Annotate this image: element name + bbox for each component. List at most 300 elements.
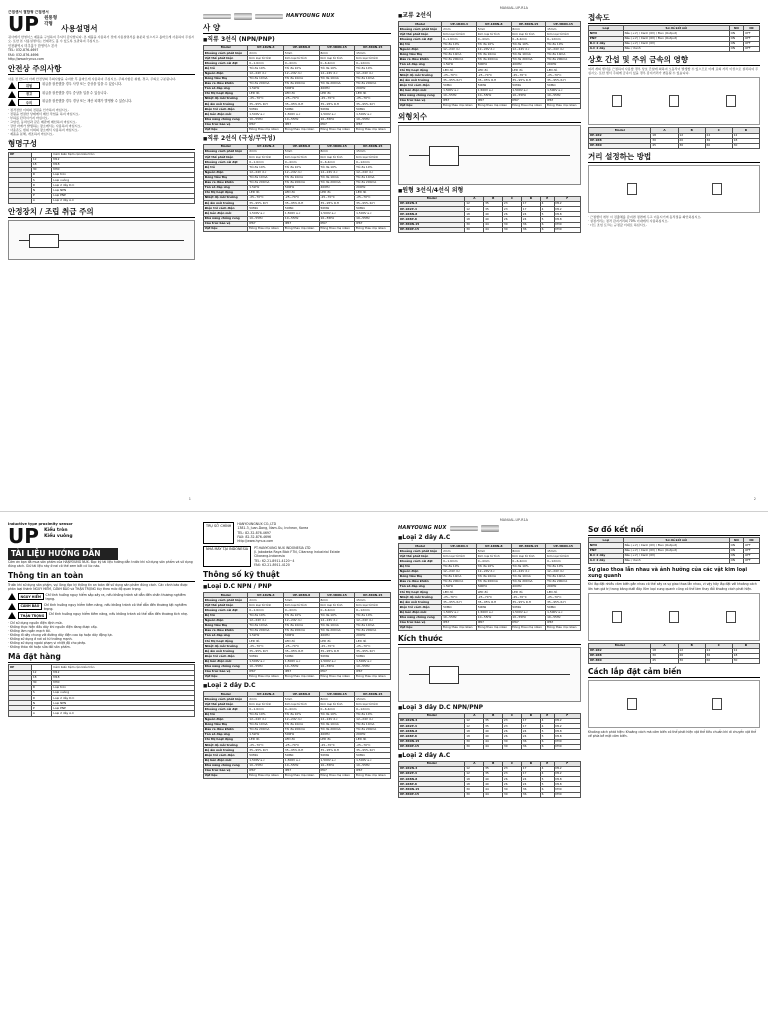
table-cell: LED đỏ xyxy=(511,590,546,595)
ko-conn-table xyxy=(588,25,760,52)
table-cell: 12~24V d.c xyxy=(511,47,546,52)
vi-caution-text: Chỉ tình huống nguy hiểm tiềm năng, nếu không tránh có thể dẫn đến thương tích nhẹ. xyxy=(48,612,188,617)
table-cell: Khoảng cách cài đặt xyxy=(399,37,442,42)
table-cell: 40 xyxy=(484,734,503,739)
table-cell: Đồng thau mạ niken xyxy=(355,127,391,132)
table-cell: Nhiệt độ môi trường xyxy=(399,73,442,78)
table-cell: Cấu trúc bảo vệ xyxy=(399,620,442,625)
table-cell: 40 xyxy=(484,729,503,734)
table-cell: 12~24V d.c xyxy=(284,71,320,76)
table-cell: LED đỏ xyxy=(248,190,284,195)
table-cell: UP-1R8N-8 xyxy=(399,729,465,734)
table-cell: S xyxy=(32,691,52,696)
table-cell: 0~12mm xyxy=(355,608,391,613)
table-cell: Độ bền điện môi xyxy=(204,659,248,664)
table-cell: Đồng thau mạ niken xyxy=(442,103,477,108)
table-cell: 35~95% R.H xyxy=(284,748,320,753)
table-cell: 6 xyxy=(540,744,554,749)
table-cell: Dòng tiêu thụ xyxy=(399,52,442,57)
table-cell: Đồng thau mạ niken xyxy=(319,674,355,679)
vi-column-1 xyxy=(8,522,195,1017)
table-cell: -25~70°C xyxy=(319,644,355,649)
table-header-cell: D xyxy=(521,761,540,766)
table-cell: Độ bền điện môi xyxy=(204,211,248,216)
table-cell: Tối đa 10% xyxy=(248,613,284,618)
ko-mount-figure xyxy=(588,165,760,213)
table-cell: 15mm xyxy=(546,27,581,32)
table-cell: 0~6.4mm xyxy=(319,707,355,712)
table-cell: 40 xyxy=(484,782,503,787)
table-cell: IP67 xyxy=(546,620,581,625)
table-cell: Loại 2 dây D.C xyxy=(52,183,195,188)
table-cell: Đồng thau mạ niken xyxy=(511,625,546,630)
table-cell: Khoảng cách cài đặt xyxy=(399,559,442,564)
table-cell: Kim loại từ tính xyxy=(284,603,320,608)
table-cell: 5mm xyxy=(476,549,511,554)
ko-warning-label: 경고 xyxy=(18,91,40,98)
table-cell: 50MΩ xyxy=(248,206,284,211)
ko-spec-heading: 사 양 xyxy=(203,23,391,34)
table-header-cell: Model xyxy=(399,544,442,549)
table-cell: 0~1.6mm xyxy=(442,559,477,564)
table-header-cell: Model xyxy=(399,713,465,718)
table-header-cell: E xyxy=(540,761,554,766)
table-cell: 10~55Hz xyxy=(319,216,355,221)
table-cell: 4 xyxy=(540,724,554,729)
table-cell: Chỉ thị hoạt động xyxy=(399,590,442,595)
table-cell: 40 xyxy=(484,212,503,217)
table-cell: Tối đa 10% xyxy=(248,165,284,170)
ko-page-left: 1 xyxy=(188,496,191,501)
table-cell: PNP xyxy=(589,548,624,553)
ko-column-2 xyxy=(203,10,391,505)
table-cell: Đồng thau mạ niken xyxy=(476,103,511,108)
table-cell: Độ trễ xyxy=(204,712,248,717)
sensor-shape xyxy=(612,611,622,623)
table-row xyxy=(204,127,391,132)
table-cell: UP-1R2P-4 xyxy=(399,772,465,777)
table-cell: Cảm biến tiệm cận kiểu tròn xyxy=(52,152,195,157)
caution-icon xyxy=(8,99,16,106)
table-cell: Tối đa 200mA xyxy=(476,57,511,62)
vi-address: HANYOUNGNUX CO.,LTD 1381-3, Juan-Dong, Nam-Gu, Incheon, Korea TEL: 82-32-876-4697 FAX: 82-32-876-4696 http://www.hynux.com xyxy=(237,522,309,544)
sensor-image xyxy=(234,13,252,20)
table-row xyxy=(399,103,581,108)
table-cell: 36 xyxy=(521,787,540,792)
table-cell: Tối đa 200mA xyxy=(442,579,477,584)
table-cell: Độ trễ xyxy=(399,564,442,569)
table-cell: Khoảng cách cài đặt xyxy=(204,160,248,165)
table-cell: Dòng tiêu thụ xyxy=(204,76,248,81)
table-cell: 12 xyxy=(465,772,484,777)
table-cell: Tối đa 10% xyxy=(355,66,391,71)
table-cell: 10~55Hz xyxy=(319,117,355,122)
table-cell: M12 xyxy=(554,719,580,724)
vietnamese-manual-sheet xyxy=(0,512,768,1024)
table-cell: 10~55Hz xyxy=(355,216,391,221)
table-cell: Tối đa 200mA xyxy=(546,579,581,584)
table-cell: 0~6.4mm xyxy=(319,608,355,613)
table-cell: Tối đa 200mA xyxy=(248,180,284,185)
table-cell: Đồng thau mạ niken xyxy=(248,127,284,132)
danger-icon xyxy=(8,593,16,600)
ko-column-1 xyxy=(8,10,195,505)
vi-title: TÀI LIỆU HƯỚNG DẪN xyxy=(8,548,118,559)
table-cell: 40 xyxy=(484,777,503,782)
vi-warning-text: Chỉ tình huống nguy hiểm tiềm năng, nếu không tránh có thể dẫn đến thương tật nghiêm trọng. xyxy=(43,602,187,611)
table-cell: 1.5kHz xyxy=(442,63,477,68)
table-cell: UP-3R0 xyxy=(589,143,651,148)
table-cell: 35~95% R.H xyxy=(355,201,391,206)
table-cell: -25~70°C xyxy=(319,196,355,201)
table-cell: Điện trở cách điện xyxy=(204,107,248,112)
sensor-image xyxy=(255,14,283,19)
table-cell: 50MΩ xyxy=(476,83,511,88)
table-cell: Tối đa 10% xyxy=(355,712,391,717)
table-cell: Độ bền điện môi xyxy=(204,758,248,763)
ko-top-line: 근접센서 결합형 근접센서 xyxy=(8,10,49,14)
ko-spec-sub2: ■ 직류 2선식 (극성/무극성) xyxy=(203,135,391,143)
table-cell: 17 xyxy=(521,772,540,777)
table-cell: 12~24V d.c xyxy=(248,71,284,76)
vi-spec-sub2: ■ Loại D.C NPN / PNP xyxy=(203,583,391,591)
table-cell: OFF xyxy=(744,543,760,548)
table-cell: 17 xyxy=(521,207,540,212)
ko-title: 사용설명서 xyxy=(61,24,98,34)
table-header-cell: C xyxy=(503,761,522,766)
ko-intro: 귀사에서 한영넉스 제품을 구입하여 주셔서 감사합니다. 본 제품을 사용하기 전에 사용설명서를 충분히 읽으시고 올바르게 사용하여 주십시오. 또한 본 사용설명서는 언제라도 볼 수 있도록 보관하여 주십시오. xyxy=(8,34,195,43)
table-header-cell: B xyxy=(484,761,503,766)
table-cell: 0~1.6mm xyxy=(248,707,284,712)
table-cell: 18 xyxy=(732,653,759,658)
table-cell: Tối đa 10mA xyxy=(546,52,581,57)
table-cell: Vật thể phát hiện xyxy=(204,56,248,61)
vi-dim-table-2 xyxy=(398,761,581,798)
table-cell: 5 xyxy=(540,217,554,222)
vi-column-3 xyxy=(398,522,581,1017)
table-cell: 400Hz xyxy=(319,732,355,737)
table-cell: Tối đa 10% xyxy=(284,613,320,618)
table-header-cell: UP-1R2N-4 xyxy=(248,692,284,697)
table-cell: 200Hz xyxy=(355,185,391,190)
table-cell: Kim loại từ tính xyxy=(284,56,320,61)
table-cell: Tối đa 10mA xyxy=(319,623,355,628)
table-cell: Tối đa 10% xyxy=(319,613,355,618)
table-cell: Nâu (+V) / Xanh (0V) / Đen (Output) xyxy=(623,36,729,41)
table-cell: 44 xyxy=(484,744,503,749)
table-cell: IP67 xyxy=(284,768,320,773)
table-cell: Đồng thau mạ niken xyxy=(476,625,511,630)
table-cell xyxy=(9,711,32,716)
table-cell: -25~70°C xyxy=(355,97,391,102)
table-cell: 26 xyxy=(503,217,522,222)
table-cell: Nhiệt độ môi trường xyxy=(204,743,248,748)
table-cell: 6 xyxy=(540,739,554,744)
table-cell: Tối đa 10% xyxy=(284,66,320,71)
sensor-body-shape xyxy=(429,666,459,684)
ko-model: UP xyxy=(8,12,39,37)
table-cell: Nguồn điện xyxy=(204,71,248,76)
table-cell: LED đỏ xyxy=(284,738,320,743)
table-cell: 10~55Hz xyxy=(511,93,546,98)
table-row xyxy=(399,625,581,630)
table-cell: -25~70°C xyxy=(284,196,320,201)
table-cell: 0~1.6mm xyxy=(442,37,477,42)
table-cell: M30 xyxy=(554,792,580,797)
table-cell: 26 xyxy=(503,777,522,782)
table-cell: IP67 xyxy=(319,221,355,226)
table-cell: 12~24V d.c xyxy=(319,71,355,76)
table-cell: 0~12mm xyxy=(546,37,581,42)
table-cell: OFF xyxy=(744,46,760,51)
table-header-cell: UP-3R0N-15 xyxy=(355,593,391,598)
table-row xyxy=(204,226,391,231)
table-cell: Đồng thau mạ niken xyxy=(546,103,581,108)
table-cell: 35 xyxy=(484,766,503,771)
table-cell: -25~70°C xyxy=(248,97,284,102)
ko-warning-row xyxy=(8,91,195,98)
table-cell: 0~1.6mm xyxy=(248,160,284,165)
table-cell: 1,500V a.c xyxy=(511,88,546,93)
table-cell: 50MΩ xyxy=(442,605,477,610)
sensor-image xyxy=(481,525,499,532)
table-cell: Khả năng chống rung xyxy=(399,93,442,98)
table-cell: 10~55Hz xyxy=(476,93,511,98)
table-cell: 30 xyxy=(465,227,484,232)
table-cell: 12 xyxy=(465,202,484,207)
table-cell: Tối đa 200mA xyxy=(284,628,320,633)
table-cell: 35 xyxy=(484,202,503,207)
vi-dimension-drawing xyxy=(398,647,581,702)
table-cell: 10~55Hz xyxy=(355,763,391,768)
table-cell: OFF xyxy=(744,36,760,41)
table-cell: 35~95% R.H xyxy=(284,201,320,206)
table-cell: 1,500V a.c xyxy=(355,659,391,664)
table-cell: Cấu trúc bảo vệ xyxy=(204,122,248,127)
table-cell: IP67 xyxy=(442,98,477,103)
ko-address: 인천광역시 미추홀구 한영넉스 본사 TEL: 032-876-4697 FAX: 032-876-4696 http://www.hynux.com xyxy=(8,44,58,61)
table-cell: UP-1R8 xyxy=(589,138,651,143)
table-cell: M18 xyxy=(554,734,580,739)
table-cell: UP-1R2N-4 xyxy=(399,719,465,724)
table-cell: Tối đa 200mA xyxy=(284,727,320,732)
table-cell: M30 xyxy=(554,227,580,232)
table-cell: 44 xyxy=(484,787,503,792)
table-cell: IP67 xyxy=(319,768,355,773)
table-cell: N xyxy=(32,188,52,193)
table-cell: Tối đa 200mA xyxy=(511,57,546,62)
table-cell: 400Hz xyxy=(319,634,355,639)
table-cell: LED đỏ xyxy=(319,639,355,644)
table-header-cell: UP-3R0N-15 xyxy=(319,144,355,149)
table-cell: 4 xyxy=(540,766,554,771)
table-header-cell: D xyxy=(732,128,759,133)
table-cell: Nguồn điện xyxy=(399,569,442,574)
table-cell: 50MΩ xyxy=(284,107,320,112)
table-cell: 35~95% R.H xyxy=(476,78,511,83)
table-cell: LED đỏ xyxy=(284,91,320,96)
table-cell: 10~55Hz xyxy=(546,93,581,98)
table-cell: UP-1R8P-8 xyxy=(399,782,465,787)
table-cell: LED đỏ xyxy=(546,590,581,595)
table-cell: 0~12mm xyxy=(355,61,391,66)
ko-dim-sub: ■ 원형 3선식/4선식 외형 xyxy=(398,187,581,195)
table-cell: -25~70°C xyxy=(442,595,477,600)
table-cell: LED đỏ xyxy=(319,91,355,96)
table-cell: IP67 xyxy=(284,669,320,674)
table-cell: IP67 xyxy=(248,122,284,127)
sensor-body-shape xyxy=(429,146,459,166)
table-cell: 10~55Hz xyxy=(248,664,284,669)
table-cell: 23 xyxy=(503,719,522,724)
table-cell: 18 xyxy=(32,675,52,680)
table-cell: Điện trở cách điện xyxy=(399,605,442,610)
table-cell: Khoảng cách phát hiện xyxy=(204,598,248,603)
ko-spec-sub1: ■ 직류 3선식 (NPN/PNP) xyxy=(203,36,391,44)
table-cell: 35~95% R.H xyxy=(442,78,477,83)
table-cell: -25~70°C xyxy=(476,595,511,600)
vi-model: UP xyxy=(8,524,39,549)
table-cell: PNP xyxy=(589,36,624,41)
table-cell: UP-3R0N-15 xyxy=(399,222,465,227)
table-cell: Tối đa 200mA xyxy=(319,180,355,185)
table-cell: 1,500V a.c xyxy=(284,112,320,117)
vi-spec-table-1 xyxy=(203,592,391,680)
table-row xyxy=(589,658,760,663)
table-cell: 50MΩ xyxy=(546,83,581,88)
sensor-image xyxy=(450,526,478,531)
table-cell: Tối đa 200mA xyxy=(442,57,477,62)
table-cell: ON xyxy=(729,548,743,553)
table-cell: LED đỏ xyxy=(355,190,391,195)
table-header-cell: A xyxy=(651,643,678,648)
ko-danger-label: 위험 xyxy=(18,82,40,89)
table-cell: IP67 xyxy=(476,620,511,625)
table-cell: 1,500V a.c xyxy=(248,758,284,763)
ko-page-right: 2 xyxy=(753,496,756,501)
table-cell: 1,500V a.c xyxy=(248,112,284,117)
ko-install-heading: 안정장치 / 조립 취급 주의 xyxy=(8,207,195,218)
table-cell: Đồng thau mạ niken xyxy=(248,674,284,679)
vi-product-images xyxy=(398,525,581,532)
table-cell: ON xyxy=(729,543,743,548)
table-cell: Kim loại từ tính xyxy=(319,702,355,707)
table-cell: Kim loại từ tính xyxy=(355,603,391,608)
table-cell: 17 xyxy=(521,724,540,729)
table-cell: 17 xyxy=(521,719,540,724)
table-cell: 200Hz xyxy=(546,63,581,68)
table-cell: Tần số đáp ứng xyxy=(204,634,248,639)
vi-column-2 xyxy=(203,522,391,1017)
table-cell: 200Hz xyxy=(355,732,391,737)
table-cell: LED đỏ xyxy=(476,68,511,73)
table-cell: Kim loại từ tính xyxy=(319,155,355,160)
table-cell: 18 xyxy=(465,734,484,739)
table-header-cell: UP-1R2N-4 xyxy=(248,144,284,149)
table-cell: ON xyxy=(729,558,743,563)
ko-column-3 xyxy=(398,10,581,505)
table-cell: IP67 xyxy=(546,98,581,103)
ko-caution-list: · 정격전압 이외의 전원을 인가하지 마십시오. · 전원을 연결한 상태에서 배선 작업을 하지 마십시오. · 부하를 단락시키지 마십시오. · 고압선, 동력선과 같은 배관에 배선하지 마십시오. · 강한 자계가 발생하는 장소에서는 사용하지 마십시오. · 사용온도 범위 이외의 장소에서 사용하지 마십시오. · 제품을 분해, 개조하지 마십시오. xyxy=(8,107,82,137)
vi-intro: Cảm ơn bạn đã mua sản phẩm của HANYOUNG NUX. Đọc kỹ tài liệu hướng dẫn trước khi sử dụng sản phẩm và sử dụng đúng cách. Giữ tài liệu này ở nơi có thể xem bất cứ lúc nào. xyxy=(8,559,193,568)
table-cell: 30 xyxy=(503,792,522,797)
table-cell: Tối đa 200mA xyxy=(319,81,355,86)
table-cell: 30 xyxy=(503,744,522,749)
table-header-cell: Loại xyxy=(589,26,624,31)
danger-icon xyxy=(8,82,16,89)
table-cell: Khoảng cách phát hiện xyxy=(204,150,248,155)
table-cell: IP67 xyxy=(442,620,477,625)
table-cell: Độ bền điện môi xyxy=(204,112,248,117)
table-header-cell: C xyxy=(503,196,522,201)
table-cell: 35~95% R.H xyxy=(319,748,355,753)
table-cell: 12~24V d.c xyxy=(476,569,511,574)
table-cell: Đồng thau mạ niken xyxy=(248,226,284,231)
table-cell: OFF xyxy=(744,553,760,558)
table-cell: 0~6.4mm xyxy=(319,160,355,165)
table-cell: 12~24V d.c xyxy=(284,717,320,722)
table-cell: 5 xyxy=(540,782,554,787)
table-cell: Khoảng cách cài đặt xyxy=(204,61,248,66)
table-cell: Nâu (+V) / Xanh (0V) xyxy=(623,41,729,46)
table-cell: 12 xyxy=(32,670,52,675)
vi-type-square: Kiểu vuông xyxy=(44,533,73,539)
table-cell: Nâu / Xanh xyxy=(623,558,729,563)
table-cell: 5mm xyxy=(284,51,320,56)
table-cell: 18 xyxy=(465,729,484,734)
table-cell: Tối đa 10mA xyxy=(546,574,581,579)
table-cell: Đầu ra điều khiển xyxy=(204,727,248,732)
table-cell: Đầu ra điều khiển xyxy=(204,180,248,185)
table-cell: Điện trở cách điện xyxy=(399,83,442,88)
table-cell: 400Hz xyxy=(511,63,546,68)
table-cell: 12~24V d.c xyxy=(546,569,581,574)
table-cell: 35~95% R.H xyxy=(284,102,320,107)
table-cell: Tối đa 10mA xyxy=(319,175,355,180)
table-cell: IP67 xyxy=(355,669,391,674)
table-cell: 500Hz xyxy=(284,634,320,639)
table-cell: 36 xyxy=(521,792,540,797)
table-cell: Độ trễ xyxy=(204,66,248,71)
table-cell: LED đỏ xyxy=(355,639,391,644)
vi-caution-label: THẬN TRỌNG xyxy=(18,612,47,619)
table-cell: IP67 xyxy=(355,768,391,773)
vi-address-block xyxy=(203,522,391,544)
table-cell: 10~55Hz xyxy=(248,763,284,768)
table-cell: Loại PNP xyxy=(52,706,195,711)
table-header-cell: D xyxy=(521,196,540,201)
table-cell: Đầu ra điều khiển xyxy=(204,81,248,86)
table-header-cell: B xyxy=(678,643,705,648)
table-cell: Tối đa 10% xyxy=(476,564,511,569)
table-cell: P xyxy=(32,706,52,711)
table-cell: 35~95% R.H xyxy=(546,78,581,83)
table-cell: 26 xyxy=(503,734,522,739)
table-cell: 30 xyxy=(651,653,678,658)
table-cell: 12~24V d.c xyxy=(546,47,581,52)
table-cell: Tối đa 10mA xyxy=(284,623,320,628)
table-cell: 10~55Hz xyxy=(476,615,511,620)
table-cell: Khả năng chống rung xyxy=(204,216,248,221)
table-cell: Tối đa 10% xyxy=(442,42,477,47)
table-cell: 5mm xyxy=(284,150,320,155)
table-cell: LED đỏ xyxy=(442,68,477,73)
vi-spec-sub1: ■ Loại 2 dây D.C xyxy=(203,682,391,690)
vi-dim-sub2: ■ Loại 2 dây A.C xyxy=(398,752,581,760)
table-cell: 200Hz xyxy=(546,585,581,590)
table-cell: 10~55Hz xyxy=(248,216,284,221)
table-cell: Kim loại từ tính xyxy=(248,603,284,608)
